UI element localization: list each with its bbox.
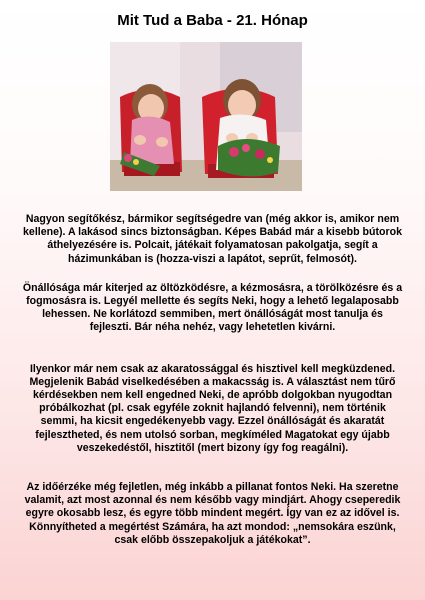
paragraph-stubbornness: Ilyenkor már nem csak az akaratossággal és hisztivel kell megküzdened. Megjelenik Babád viselkedésében a makacsság is. A választást nem tűrő kérdésekben nem kell engedned Neki, de apróbb dolgokban nyugodtan próbálkozhat (pl. csak egyféle zoknit hajlandó felvenni), nem történik semmi, ha kicsit engedékenyebb vagy. Ezzel önállóságát és akaratát fejlesztheted, és nem utolsó sorban, megkíméled Magatokat egy újabb veszekedéstől, hisztitől (mert bizony így fog reagálni). [29,362,396,454]
toddlers-photo [110,42,302,191]
page-title: Mit Tud a Baba - 21. Hónap [117,12,308,29]
paragraph-helpfulness: Nagyon segítőkész, bármikor segítségedre van (még akkor is, amikor nem kellene). A lakásod sincs biztonságban. Képes Babád már a kisebb bútorok áthelyezésére is. Polcait, játékait folyamatosan pakolgatja, segít a házimunkában is (hozza-viszi a lapátot, seprűt, felmosót). [23,213,402,265]
paragraph-independence: Önállósága már kiterjed az öltözködésre, a kézmosásra, a törölközésre és a fogmosásra is. Legyél mellette és segíts Neki, hogy a lehető legalaposabb lehessen. Ne korlátozd semmiben, mert önállóságát most tanulja és fejleszti. Bár néha nehéz, vagy lehetetlen kivárni. [22,281,403,334]
paragraph-time-sense: Az időérzéke még fejletlen, még inkább a pillanat fontos Neki. Ha szeretne valamit, azt most azonnal és nem később vagy mindjárt. Ahogy cseperedik egyre okosabb lesz, és egyre több mindent megért. Így van ez az idővel is. Könnyítheted a megértést Számára, ha azt mondod: „nemsokára eszünk, csak előbb összepakoljuk a játékokat”. [24,481,401,546]
article-body [22,213,403,547]
